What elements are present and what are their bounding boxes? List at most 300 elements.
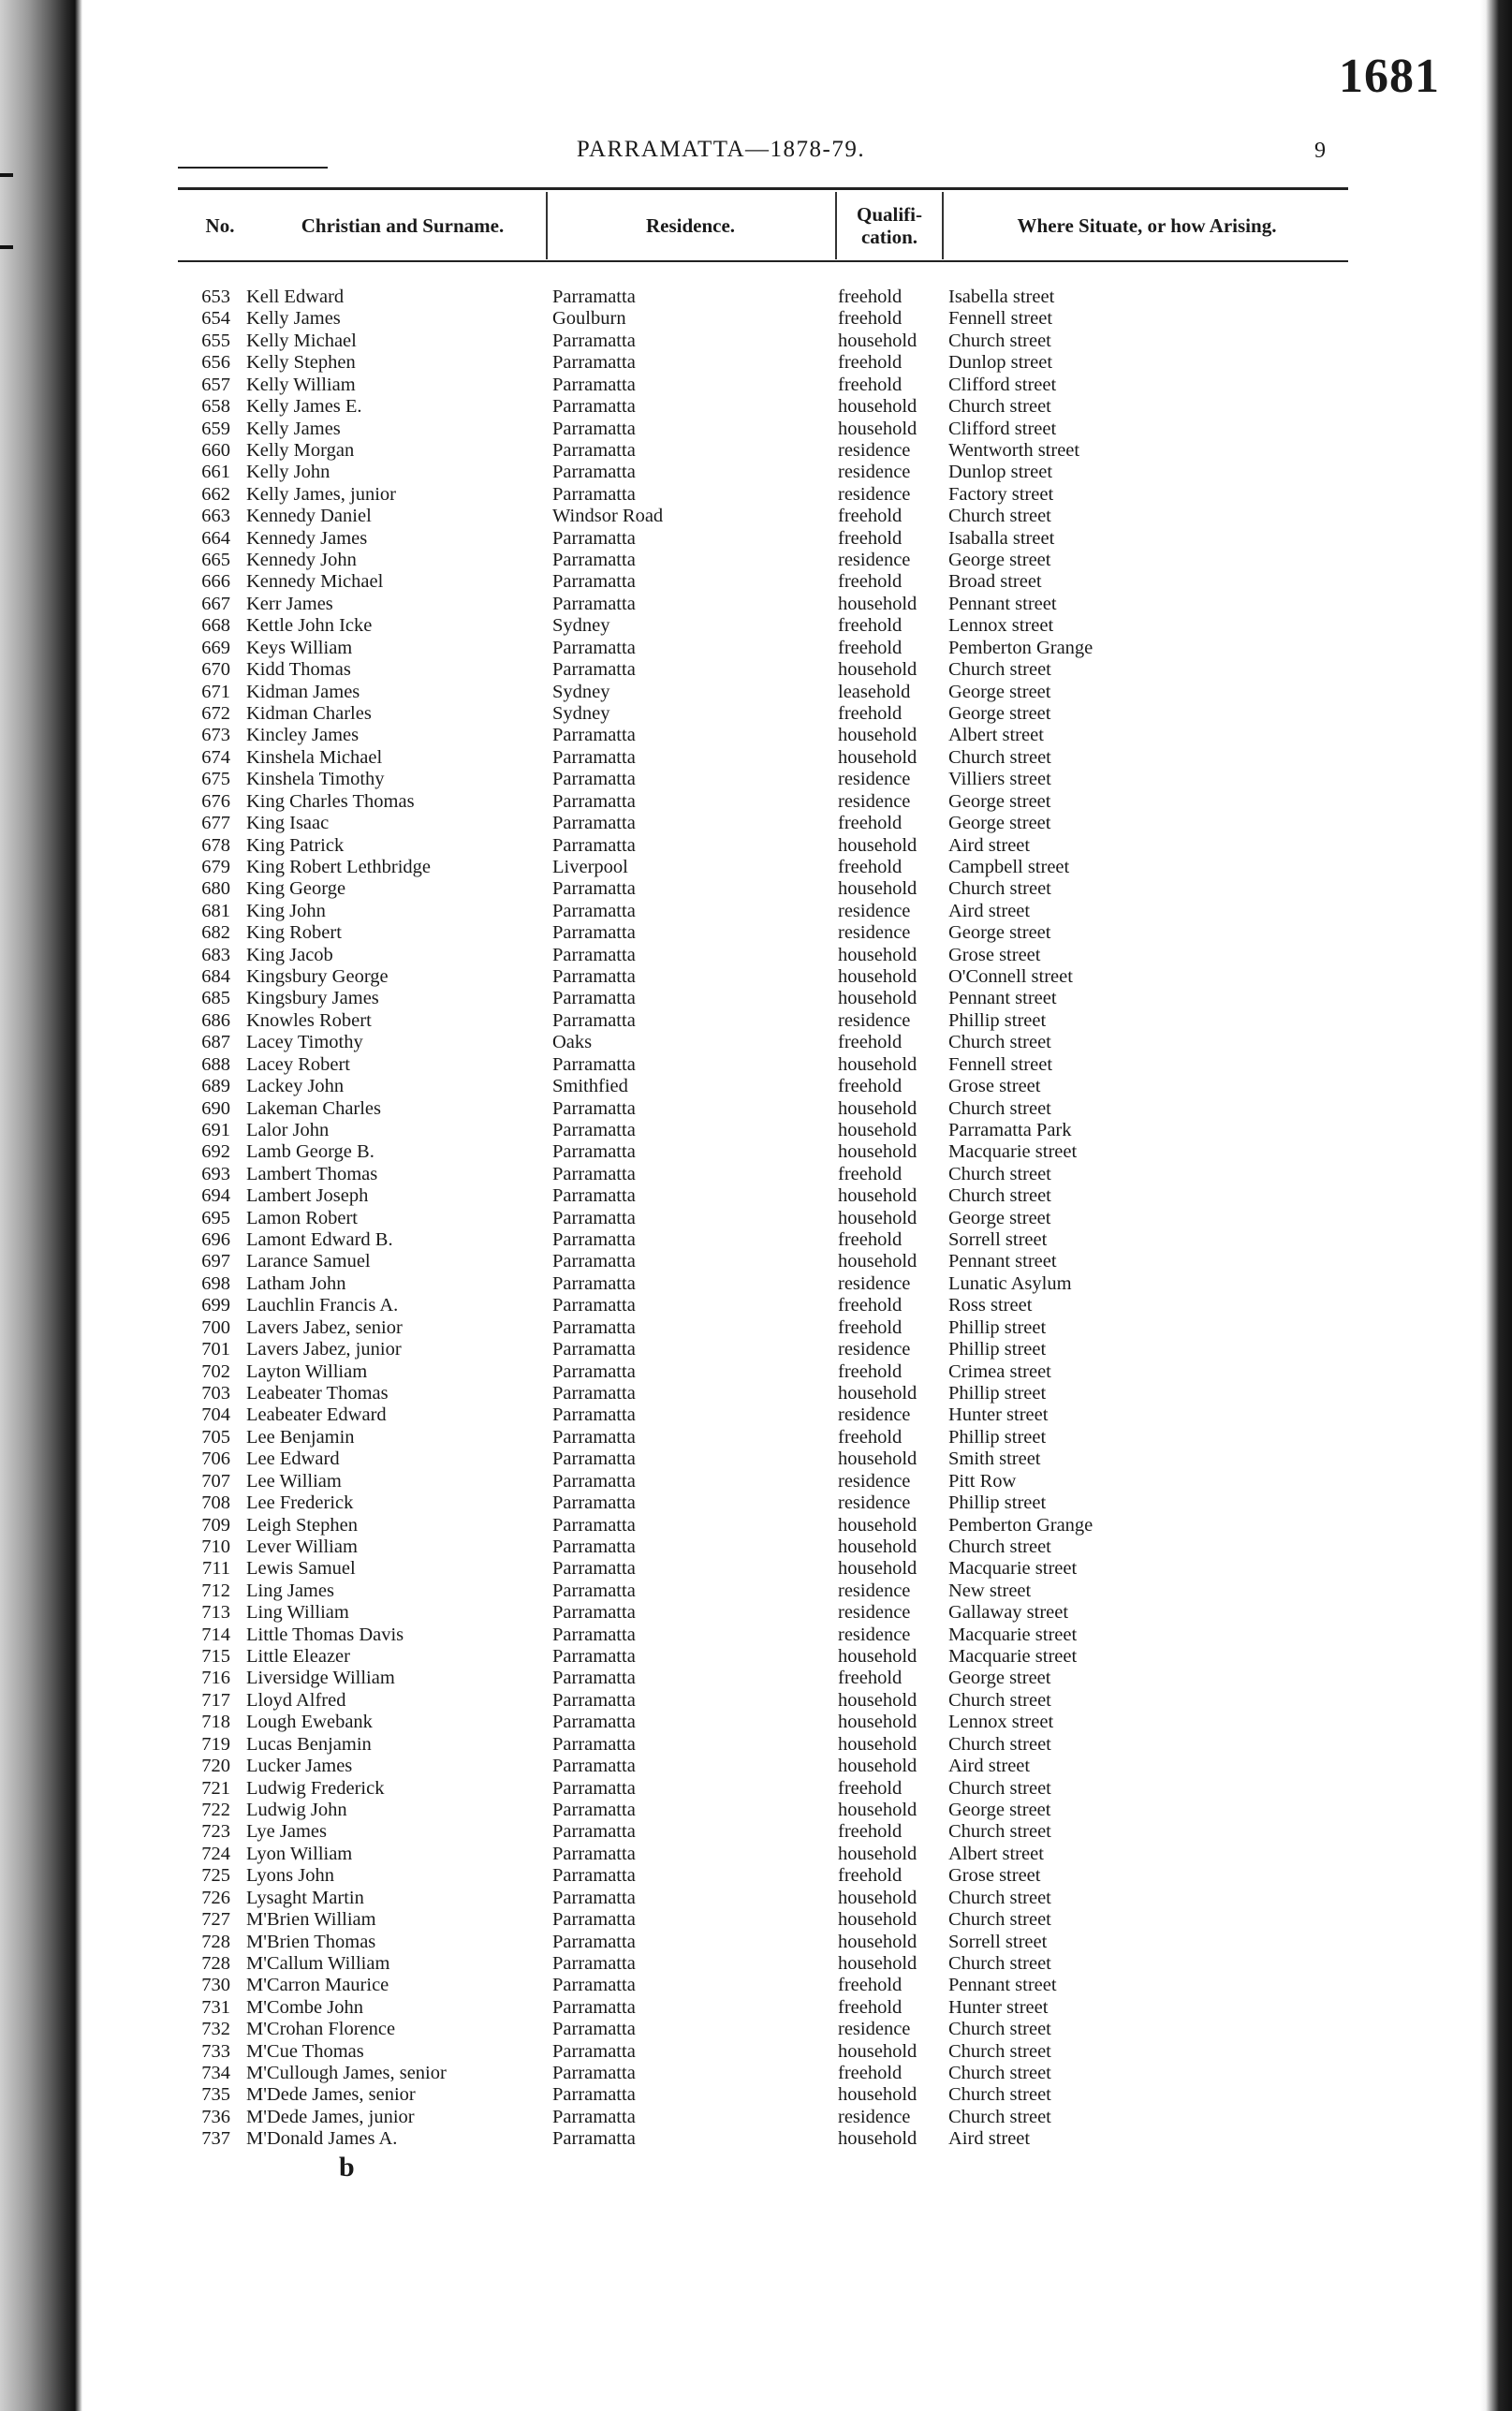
- voter-name: King Robert Lethbridge: [246, 856, 431, 877]
- qualification: freehold: [838, 813, 903, 834]
- entry-number: 686: [201, 1009, 230, 1031]
- qualification: household: [838, 944, 917, 965]
- qualification: freehold: [838, 1316, 903, 1338]
- entry-number: 662: [201, 483, 230, 505]
- voter-name: Lee Edward: [246, 1448, 340, 1470]
- voter-name: Kinshela Timothy: [246, 769, 385, 790]
- where-situate: Pennant street: [948, 593, 1057, 614]
- table-row: [0, 1777, 1404, 1800]
- where-situate: Fennell street: [948, 308, 1053, 330]
- entry-number: 724: [201, 1843, 230, 1864]
- qualification: household: [838, 1756, 917, 1777]
- qualification: freehold: [838, 308, 903, 330]
- where-situate: Aird street: [948, 2128, 1031, 2150]
- voter-name: Lee Benjamin: [246, 1426, 355, 1448]
- qualification: household: [838, 1931, 917, 1952]
- voter-name: Kennedy Daniel: [246, 506, 372, 527]
- table-row: [0, 1184, 1404, 1207]
- table-row: [0, 1207, 1404, 1229]
- header-top-rule: [178, 187, 1348, 190]
- table-row: [0, 1031, 1404, 1053]
- residence: Parramatta: [552, 966, 636, 988]
- where-situate: Sorrell street: [948, 1931, 1048, 1952]
- voter-name: Latham John: [246, 1272, 346, 1294]
- voter-name: Kincley James: [246, 725, 360, 746]
- voter-name: Lucas Benjamin: [246, 1733, 372, 1755]
- header-bottom-rule: [178, 260, 1348, 262]
- table-row: [0, 614, 1404, 637]
- voter-name: Kingsbury James: [246, 988, 379, 1009]
- residence: Parramatta: [552, 813, 636, 834]
- entry-number: 732: [201, 2019, 230, 2040]
- entry-number: 737: [201, 2128, 230, 2150]
- qualification: household: [838, 1558, 917, 1580]
- entry-number: 673: [201, 725, 230, 746]
- table-row: [0, 549, 1404, 571]
- residence: Parramatta: [552, 418, 636, 439]
- where-situate: Church street: [948, 506, 1051, 527]
- residence: Parramatta: [552, 1272, 636, 1294]
- where-situate: Aird street: [948, 900, 1031, 921]
- residence: Parramatta: [552, 287, 636, 307]
- residence: Parramatta: [552, 1624, 636, 1645]
- table-row: [0, 330, 1404, 352]
- qualification: residence: [838, 1470, 911, 1492]
- residence: Parramatta: [552, 834, 636, 856]
- qualification: freehold: [838, 1163, 903, 1184]
- residence: Parramatta: [552, 1383, 636, 1404]
- qualification: household: [838, 966, 917, 988]
- qualification: household: [838, 1119, 917, 1140]
- page-number: 1681: [1339, 50, 1440, 103]
- table-row: [0, 1250, 1404, 1272]
- where-situate: Church street: [948, 1952, 1051, 1974]
- qualification: residence: [838, 439, 911, 461]
- voter-name: Lyon William: [246, 1843, 353, 1864]
- table-row: [0, 1820, 1404, 1843]
- residence: Parramatta: [552, 900, 636, 921]
- where-situate: Albert street: [948, 1843, 1044, 1864]
- table-row: [0, 1470, 1404, 1492]
- table-row: [0, 351, 1404, 374]
- qualification: residence: [838, 1624, 911, 1645]
- entry-number: 699: [201, 1295, 230, 1316]
- table-row: [0, 944, 1404, 966]
- voter-name: Ludwig John: [246, 1799, 347, 1820]
- voter-name: Kelly James: [246, 308, 341, 330]
- entry-number: 703: [201, 1383, 230, 1404]
- entry-number: 733: [201, 2040, 230, 2062]
- table-row: [0, 1404, 1404, 1426]
- entry-number: 712: [201, 1580, 230, 1601]
- residence: Parramatta: [552, 1448, 636, 1470]
- entry-number: 715: [201, 1646, 230, 1668]
- qualification: household: [838, 1141, 917, 1163]
- qualification: household: [838, 1251, 917, 1272]
- entry-number: 725: [201, 1865, 230, 1887]
- entry-number: 688: [201, 1053, 230, 1075]
- entry-number: 698: [201, 1272, 230, 1294]
- entry-number: 736: [201, 2106, 230, 2127]
- qualification: residence: [838, 2106, 911, 2127]
- where-situate: Smith street: [948, 1448, 1041, 1470]
- where-situate: Dunlop street: [948, 462, 1053, 483]
- qualification: freehold: [838, 856, 903, 877]
- where-situate: Pitt Row: [948, 1470, 1017, 1492]
- residence: Smithfied: [552, 1076, 628, 1097]
- residence: Parramatta: [552, 922, 636, 944]
- where-situate: George street: [948, 550, 1051, 571]
- where-situate: Hunter street: [948, 1404, 1049, 1426]
- table-row: [0, 1908, 1404, 1931]
- voter-name: King John: [246, 900, 326, 921]
- entry-number: 682: [201, 922, 230, 944]
- where-situate: Parramatta Park: [948, 1119, 1072, 1140]
- entry-number: 705: [201, 1426, 230, 1448]
- residence: Parramatta: [552, 1514, 636, 1536]
- entry-number: 692: [201, 1141, 230, 1163]
- where-situate: Campbell street: [948, 856, 1070, 877]
- entry-number: 685: [201, 988, 230, 1009]
- entry-number: 690: [201, 1097, 230, 1119]
- voter-name: Kelly John: [246, 462, 330, 483]
- qualification: freehold: [838, 374, 903, 395]
- voter-name: Larance Samuel: [246, 1251, 371, 1272]
- where-situate: Church street: [948, 2106, 1051, 2127]
- table-row: [0, 1272, 1404, 1295]
- table-row: [0, 2106, 1404, 2128]
- column-divider: [942, 192, 944, 259]
- voter-name: Lauchlin Francis A.: [246, 1295, 399, 1316]
- residence: Liverpool: [552, 856, 628, 877]
- residence: Parramatta: [552, 1339, 636, 1360]
- table-row: [0, 1952, 1404, 1975]
- qualification: household: [838, 1383, 917, 1404]
- qualification: household: [838, 988, 917, 1009]
- column-divider: [835, 192, 837, 259]
- entry-number: 655: [201, 330, 230, 351]
- table-row: [0, 1624, 1404, 1646]
- residence: Parramatta: [552, 2128, 636, 2150]
- qualification: freehold: [838, 1996, 903, 2018]
- voter-name: Ludwig Frederick: [246, 1777, 385, 1799]
- where-situate: Crimea street: [948, 1360, 1051, 1382]
- entry-number: 714: [201, 1624, 230, 1645]
- where-situate: Pennant street: [948, 1251, 1057, 1272]
- voter-name: Little Eleazer: [246, 1646, 350, 1668]
- voter-name: M'Cue Thomas: [246, 2040, 364, 2062]
- where-situate: Phillip street: [948, 1383, 1047, 1404]
- qualification: household: [838, 834, 917, 856]
- sheet-number: 9: [1314, 139, 1326, 163]
- voter-name: M'Dede James, junior: [246, 2106, 415, 2127]
- table-row: [0, 1294, 1404, 1316]
- where-situate: Isaballa street: [948, 527, 1055, 549]
- entry-number: 660: [201, 439, 230, 461]
- where-situate: George street: [948, 922, 1051, 944]
- voter-name: M'Brien Thomas: [246, 1931, 376, 1952]
- table-row: [0, 461, 1404, 483]
- table-row: [0, 1426, 1404, 1448]
- where-situate: Villiers street: [948, 769, 1051, 790]
- table-row: [0, 637, 1404, 659]
- qualification: leasehold: [838, 681, 911, 702]
- residence: Parramatta: [552, 2084, 636, 2106]
- residence: Parramatta: [552, 1843, 636, 1864]
- entry-number: 681: [201, 900, 230, 921]
- voter-name: King Isaac: [246, 813, 330, 834]
- table-row: [0, 1075, 1404, 1097]
- entry-number: 665: [201, 550, 230, 571]
- residence: Parramatta: [552, 1580, 636, 1601]
- table-row: [0, 1448, 1404, 1470]
- where-situate: George street: [948, 681, 1051, 702]
- entry-number: 691: [201, 1119, 230, 1140]
- qualification: residence: [838, 790, 911, 812]
- voter-name: Lee William: [246, 1470, 342, 1492]
- table-row: [0, 746, 1404, 769]
- table-row: [0, 768, 1404, 790]
- residence: Parramatta: [552, 2019, 636, 2040]
- column-header-qualification: Qualifi- cation.: [856, 202, 922, 248]
- table-row: [0, 1382, 1404, 1404]
- entry-number: 667: [201, 593, 230, 614]
- residence: Parramatta: [552, 1295, 636, 1316]
- qualification: household: [838, 1514, 917, 1536]
- residence: Parramatta: [552, 352, 636, 374]
- entry-number: 701: [201, 1339, 230, 1360]
- where-situate: Lunatic Asylum: [948, 1272, 1072, 1294]
- qualification: household: [838, 1097, 917, 1119]
- residence: Parramatta: [552, 462, 636, 483]
- table-row: [0, 483, 1404, 506]
- where-situate: New street: [948, 1580, 1032, 1601]
- where-situate: Grose street: [948, 944, 1041, 965]
- entry-number: 676: [201, 790, 230, 812]
- residence: Parramatta: [552, 439, 636, 461]
- entry-number: 697: [201, 1251, 230, 1272]
- qualification: freehold: [838, 352, 903, 374]
- entry-number: 721: [201, 1777, 230, 1799]
- entry-number: 663: [201, 506, 230, 527]
- voter-name: Lacey Robert: [246, 1053, 350, 1075]
- voter-name: Lacey Timothy: [246, 1032, 363, 1053]
- voter-name: Lambert Joseph: [246, 1185, 369, 1207]
- where-situate: Church street: [948, 396, 1051, 418]
- residence: Parramatta: [552, 1777, 636, 1799]
- table-row: [0, 1140, 1404, 1163]
- residence: Parramatta: [552, 1975, 636, 1996]
- voter-name: Kidman Charles: [246, 702, 372, 724]
- where-situate: Pennant street: [948, 988, 1057, 1009]
- where-situate: George street: [948, 702, 1051, 724]
- table-row: [0, 570, 1404, 593]
- where-situate: Grose street: [948, 1865, 1041, 1887]
- entry-number: 704: [201, 1404, 230, 1426]
- qualification: residence: [838, 1580, 911, 1601]
- voter-name: King George: [246, 878, 346, 900]
- residence: Parramatta: [552, 1426, 636, 1448]
- entry-number: 689: [201, 1076, 230, 1097]
- table-row: [0, 1931, 1404, 1953]
- voter-name: Kidman James: [246, 681, 360, 702]
- where-situate: Aird street: [948, 834, 1031, 856]
- where-situate: Church street: [948, 1185, 1051, 1207]
- entry-number: 687: [201, 1032, 230, 1053]
- voter-name: Kinshela Michael: [246, 746, 383, 768]
- where-situate: Macquarie street: [948, 1646, 1078, 1668]
- qualification: residence: [838, 1404, 911, 1426]
- binding-mark: [0, 173, 13, 177]
- table-row: [0, 286, 1404, 308]
- qualification: freehold: [838, 2063, 903, 2084]
- table-row: [0, 527, 1404, 550]
- qualification: household: [838, 1712, 917, 1733]
- where-situate: Church street: [948, 659, 1051, 681]
- where-situate: George street: [948, 790, 1051, 812]
- qualification: household: [838, 1053, 917, 1075]
- table-row: [0, 593, 1404, 615]
- entry-number: 679: [201, 856, 230, 877]
- voter-name: Lambert Thomas: [246, 1163, 378, 1184]
- residence: Parramatta: [552, 1712, 636, 1733]
- where-situate: Pennant street: [948, 1975, 1057, 1996]
- where-situate: Albert street: [948, 725, 1044, 746]
- table-row: [0, 681, 1404, 703]
- residence: Parramatta: [552, 1404, 636, 1426]
- voter-name: Kelly James: [246, 418, 341, 439]
- table-row: [0, 1887, 1404, 1909]
- table-row: [0, 1733, 1404, 1756]
- qualification: household: [838, 1952, 917, 1974]
- where-situate: Church street: [948, 2040, 1051, 2062]
- residence: Parramatta: [552, 725, 636, 746]
- entry-number: 734: [201, 2063, 230, 2084]
- qualification: residence: [838, 483, 911, 505]
- entry-number: 671: [201, 681, 230, 702]
- entry-number: 720: [201, 1756, 230, 1777]
- entry-number: 657: [201, 374, 230, 395]
- qualification: freehold: [838, 506, 903, 527]
- qualification: household: [838, 418, 917, 439]
- header-rule-fragment: [178, 167, 328, 169]
- voter-name: Keys William: [246, 637, 353, 658]
- table-row: [0, 987, 1404, 1009]
- table-row: [0, 2040, 1404, 2063]
- qualification: household: [838, 1799, 917, 1820]
- table-row: [0, 900, 1404, 922]
- column-header-name: Christian and Surname.: [301, 213, 505, 237]
- entry-number: 730: [201, 1975, 230, 1996]
- residence: Parramatta: [552, 1952, 636, 1974]
- residence: Parramatta: [552, 659, 636, 681]
- column-header-no: No.: [205, 213, 235, 237]
- table-row: [0, 1492, 1404, 1514]
- entry-number: 700: [201, 1316, 230, 1338]
- residence: Windsor Road: [552, 506, 664, 527]
- qualification: freehold: [838, 1032, 903, 1053]
- entry-number: 711: [202, 1558, 230, 1580]
- running-title: PARRAMATTA—1878-79.: [576, 137, 866, 162]
- qualification: household: [838, 593, 917, 614]
- where-situate: Ross street: [948, 1295, 1033, 1316]
- qualification: household: [838, 330, 917, 351]
- qualification: household: [838, 1448, 917, 1470]
- voter-name: Knowles Robert: [246, 1009, 372, 1031]
- residence: Parramatta: [552, 1558, 636, 1580]
- table-row: [0, 1667, 1404, 1689]
- voter-name: King Jacob: [246, 944, 333, 965]
- residence: Parramatta: [552, 1996, 636, 2018]
- entry-number: 684: [201, 966, 230, 988]
- where-situate: Phillip street: [948, 1426, 1047, 1448]
- where-situate: Broad street: [948, 571, 1042, 593]
- entry-number: 658: [201, 396, 230, 418]
- voter-name: M'Crohan Florence: [246, 2019, 396, 2040]
- residence: Parramatta: [552, 1865, 636, 1887]
- table-row: [0, 1711, 1404, 1733]
- qualification: freehold: [838, 1821, 903, 1843]
- qualification: freehold: [838, 1777, 903, 1799]
- residence: Parramatta: [552, 878, 636, 900]
- where-situate: Church street: [948, 1536, 1051, 1557]
- entry-number: 696: [201, 1229, 230, 1251]
- qualification: freehold: [838, 615, 903, 637]
- entry-number: 718: [201, 1712, 230, 1733]
- entry-number: 669: [201, 637, 230, 658]
- where-situate: Church street: [948, 2084, 1051, 2106]
- voter-name: Lavers Jabez, junior: [246, 1339, 402, 1360]
- qualification: residence: [838, 769, 911, 790]
- entry-number: 706: [201, 1448, 230, 1470]
- where-situate: Isabella street: [948, 287, 1055, 307]
- qualification: residence: [838, 1602, 911, 1624]
- residence: Parramatta: [552, 637, 636, 658]
- table-row: [0, 1580, 1404, 1602]
- qualification: residence: [838, 900, 911, 921]
- entry-number: 672: [201, 702, 230, 724]
- where-situate: Church street: [948, 1163, 1051, 1184]
- residence: Parramatta: [552, 1163, 636, 1184]
- column-header-where: Where Situate, or how Arising.: [1017, 213, 1277, 237]
- where-situate: Church street: [948, 1909, 1051, 1931]
- residence: Parramatta: [552, 1689, 636, 1711]
- residence: Parramatta: [552, 550, 636, 571]
- voter-name: Lalor John: [246, 1119, 330, 1140]
- table-row: [0, 877, 1404, 900]
- entry-number: 670: [201, 659, 230, 681]
- residence: Parramatta: [552, 571, 636, 593]
- where-situate: O'Connell street: [948, 966, 1073, 988]
- entry-number: 694: [201, 1185, 230, 1207]
- residence: Parramatta: [552, 1733, 636, 1755]
- entry-number: 654: [201, 308, 230, 330]
- qualification: residence: [838, 2019, 911, 2040]
- table-row: [0, 1601, 1404, 1624]
- where-situate: Church street: [948, 2019, 1051, 2040]
- voter-name: Lamont Edward B.: [246, 1229, 393, 1251]
- residence: Parramatta: [552, 1229, 636, 1251]
- qualification: household: [838, 746, 917, 768]
- entry-number: 661: [201, 462, 230, 483]
- voter-name: King Charles Thomas: [246, 790, 415, 812]
- qualification: household: [838, 1887, 917, 1908]
- residence: Parramatta: [552, 1756, 636, 1777]
- residence: Sydney: [552, 615, 610, 637]
- where-situate: Clifford street: [948, 374, 1057, 395]
- residence: Parramatta: [552, 746, 636, 768]
- qualification: freehold: [838, 1229, 903, 1251]
